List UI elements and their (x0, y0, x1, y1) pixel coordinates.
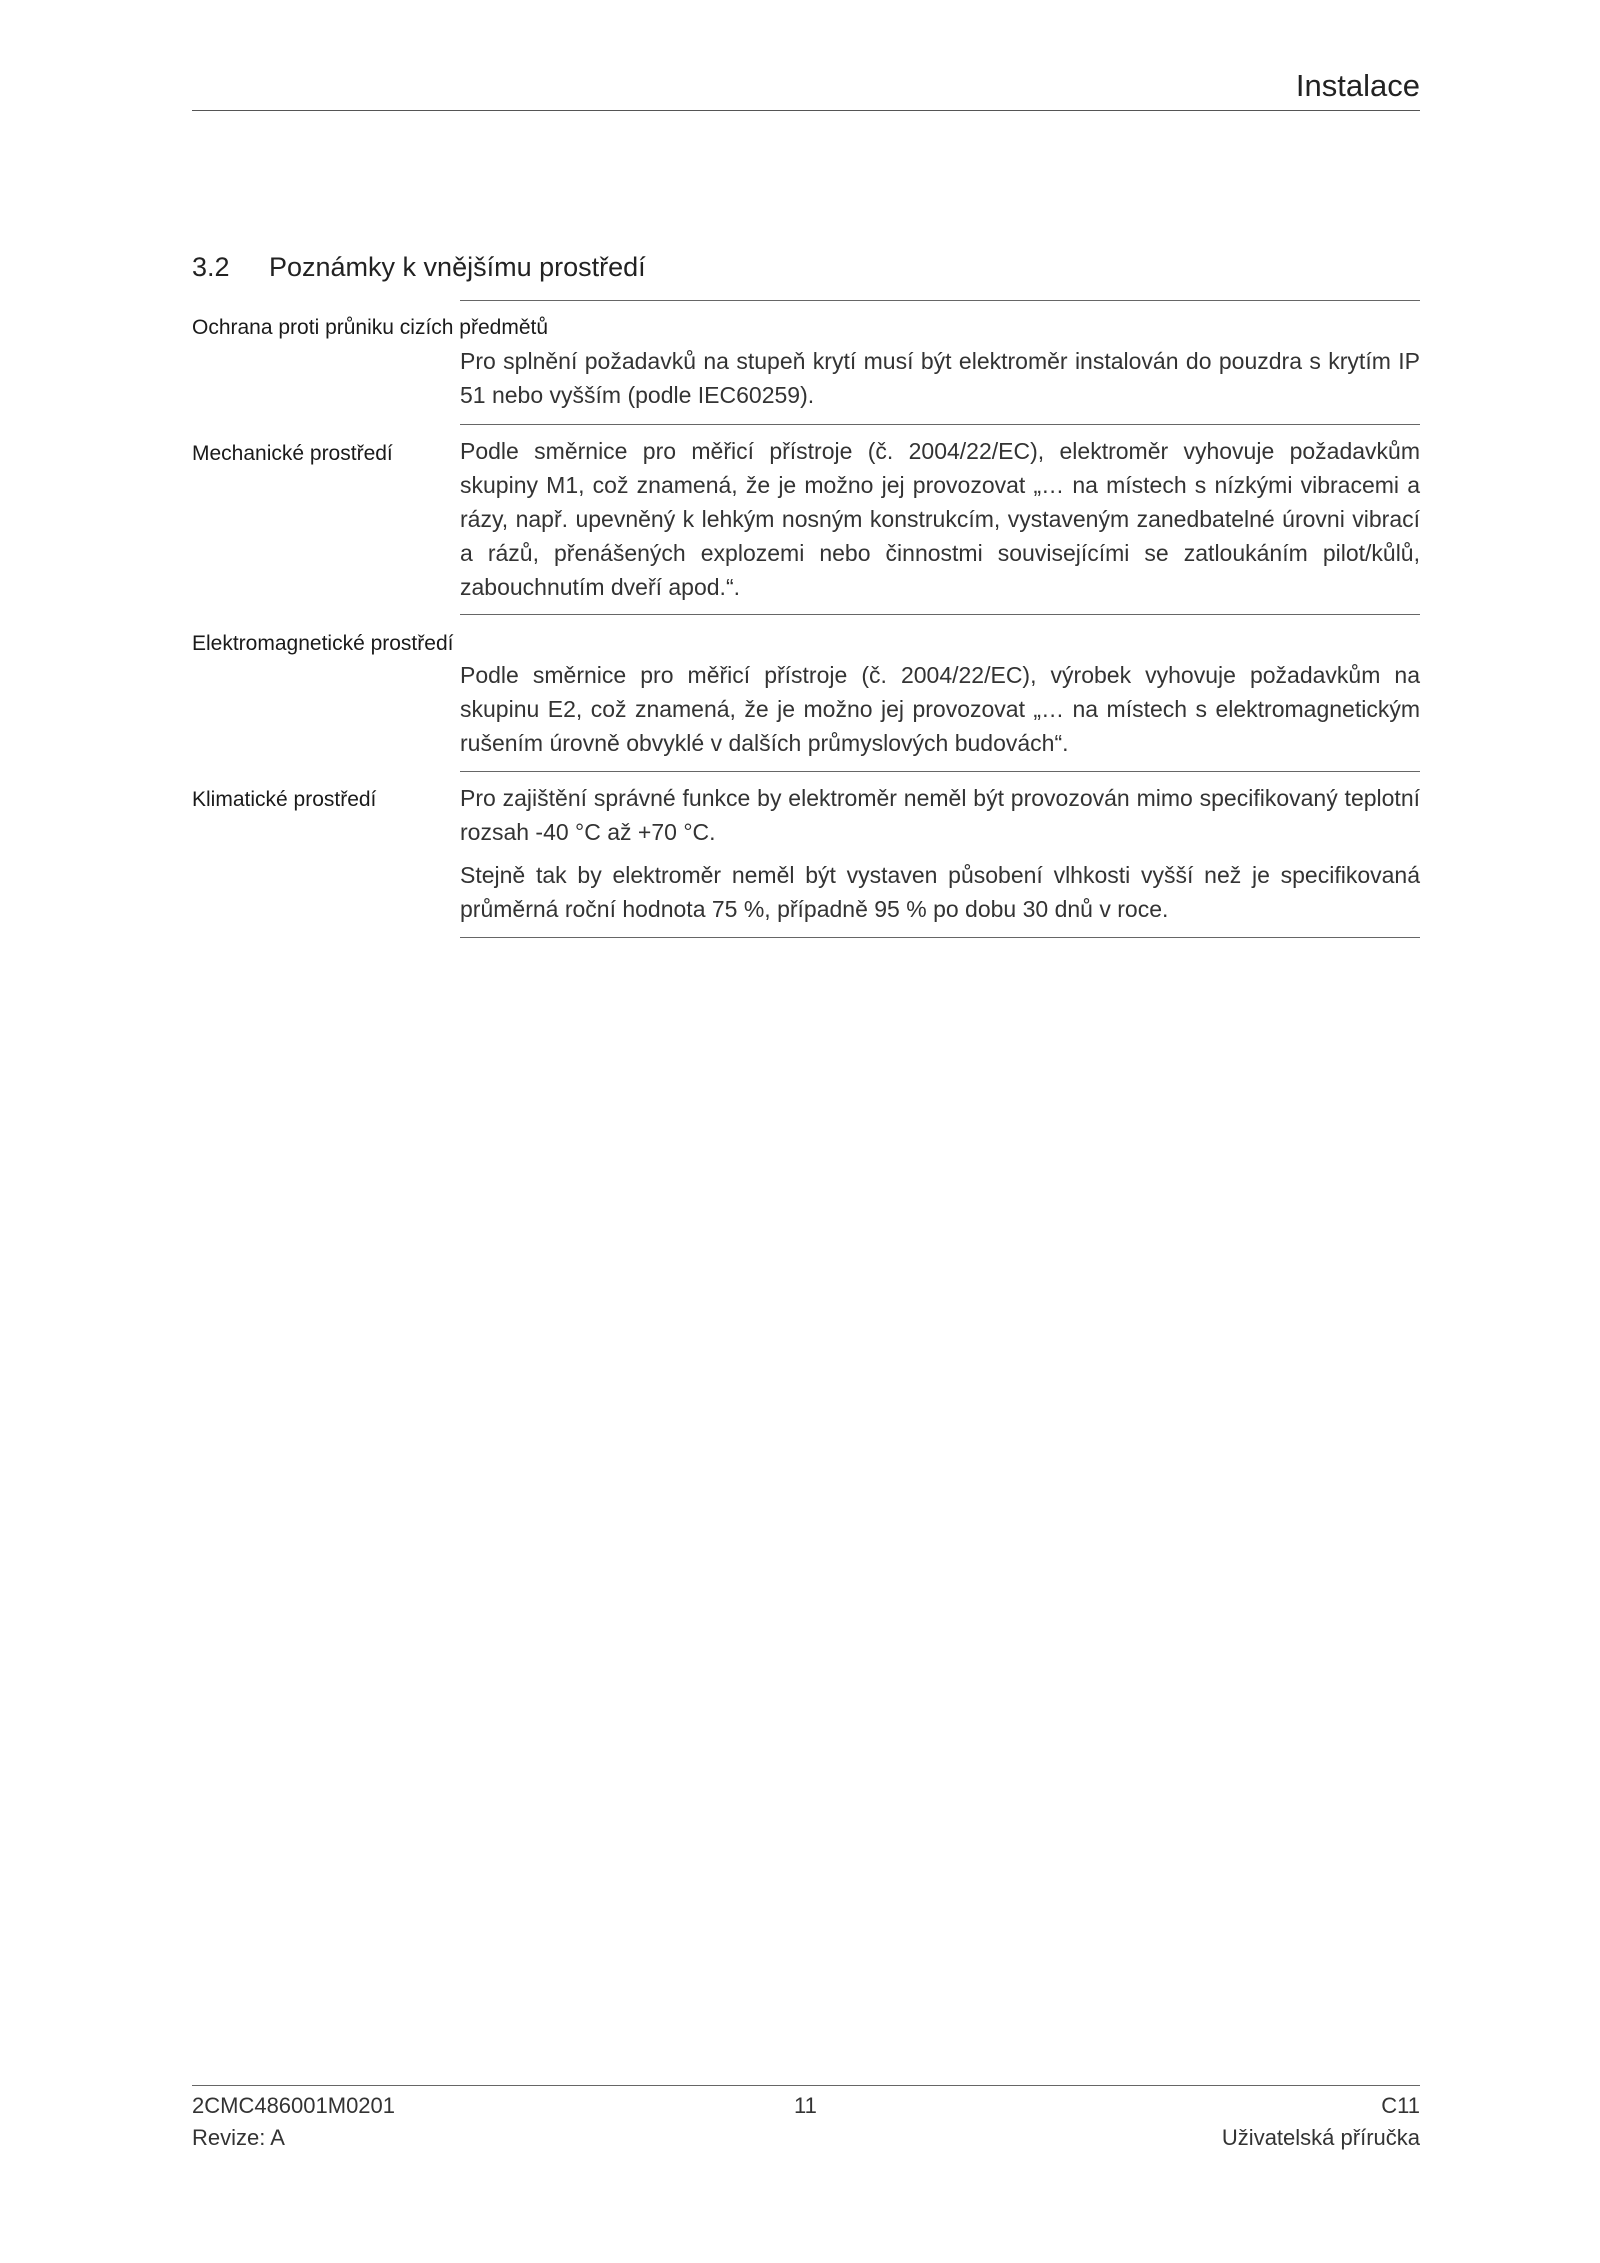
section-title: Poznámky k vnějšímu prostředí (269, 252, 646, 282)
page-header (192, 60, 1420, 111)
item-label-climatic-environment: Klimatické prostředí (192, 788, 377, 811)
item-text-electromagnetic-environment: Podle směrnice pro měřicí přístroje (č. 2004/22/EC), výrobek vyhovuje požadavkům na skupinu E2, což znamená, že je možno jej provozovat „… na místech s elektromagnetickým rušením úrovně obvyklé v dalších průmyslových budovách“. (460, 662, 1420, 756)
divider (460, 300, 1420, 301)
item-text-ingress-protection: Pro splnění požadavků na stupeň krytí musí být elektroměr instalován do pouzdra s krytím IP 51 nebo vyšším (podle IEC60259). (460, 348, 1420, 408)
footer-doc-id: 2CMC486001M0201 (192, 2093, 396, 2118)
item-label-ingress-protection: Ochrana proti průniku cizích předmětů (192, 316, 549, 339)
footer-doc-type: Uživatelská příručka (1221, 2125, 1420, 2150)
divider (460, 614, 1420, 615)
divider (460, 937, 1420, 938)
page-footer (192, 2085, 1420, 2154)
divider (460, 424, 1420, 425)
section-heading (192, 252, 646, 283)
item-text-climatic-temperature: Pro zajištění správné funkce by elektroměr neměl být provozován mimo specifikovaný teplotní rozsah -40 °C až +70 °C. (460, 785, 1420, 845)
section-number: 3.2 (192, 252, 230, 282)
item-label-electromagnetic-environment: Elektromagnetické prostředí (192, 632, 454, 655)
divider (460, 771, 1420, 772)
header-title: Instalace (1295, 68, 1420, 103)
item-label-mechanical-environment: Mechanické prostředí (192, 442, 393, 465)
footer-revision: Revize: A (192, 2125, 285, 2150)
footer-product: C11 (1381, 2093, 1420, 2118)
footer-page-number: 11 (794, 2093, 817, 2118)
item-text-mechanical-environment: Podle směrnice pro měřicí přístroje (č. 2004/22/EC), elektroměr vyhovuje požadavkům skupiny M1, což znamená, že je možno jej provozovat „… na místech s nízkými vibracemi a rázy, např. upevněný k lehkým nosným konstrukcím, vystaveným zanedbatelné úrovni vibrací a rázů, přenášených explozemi nebo činnostmi souvisejícími se zatloukáním pilot/kůlů, zabouchnutím dveří apod.“. (460, 438, 1420, 600)
item-text-climatic-humidity: Stejně tak by elektroměr neměl být vystaven působení vlhkosti vyšší než je specifikovaná průměrná roční hodnota 75 %, případně 95 % po dobu 30 dnů v roce. (460, 862, 1420, 922)
